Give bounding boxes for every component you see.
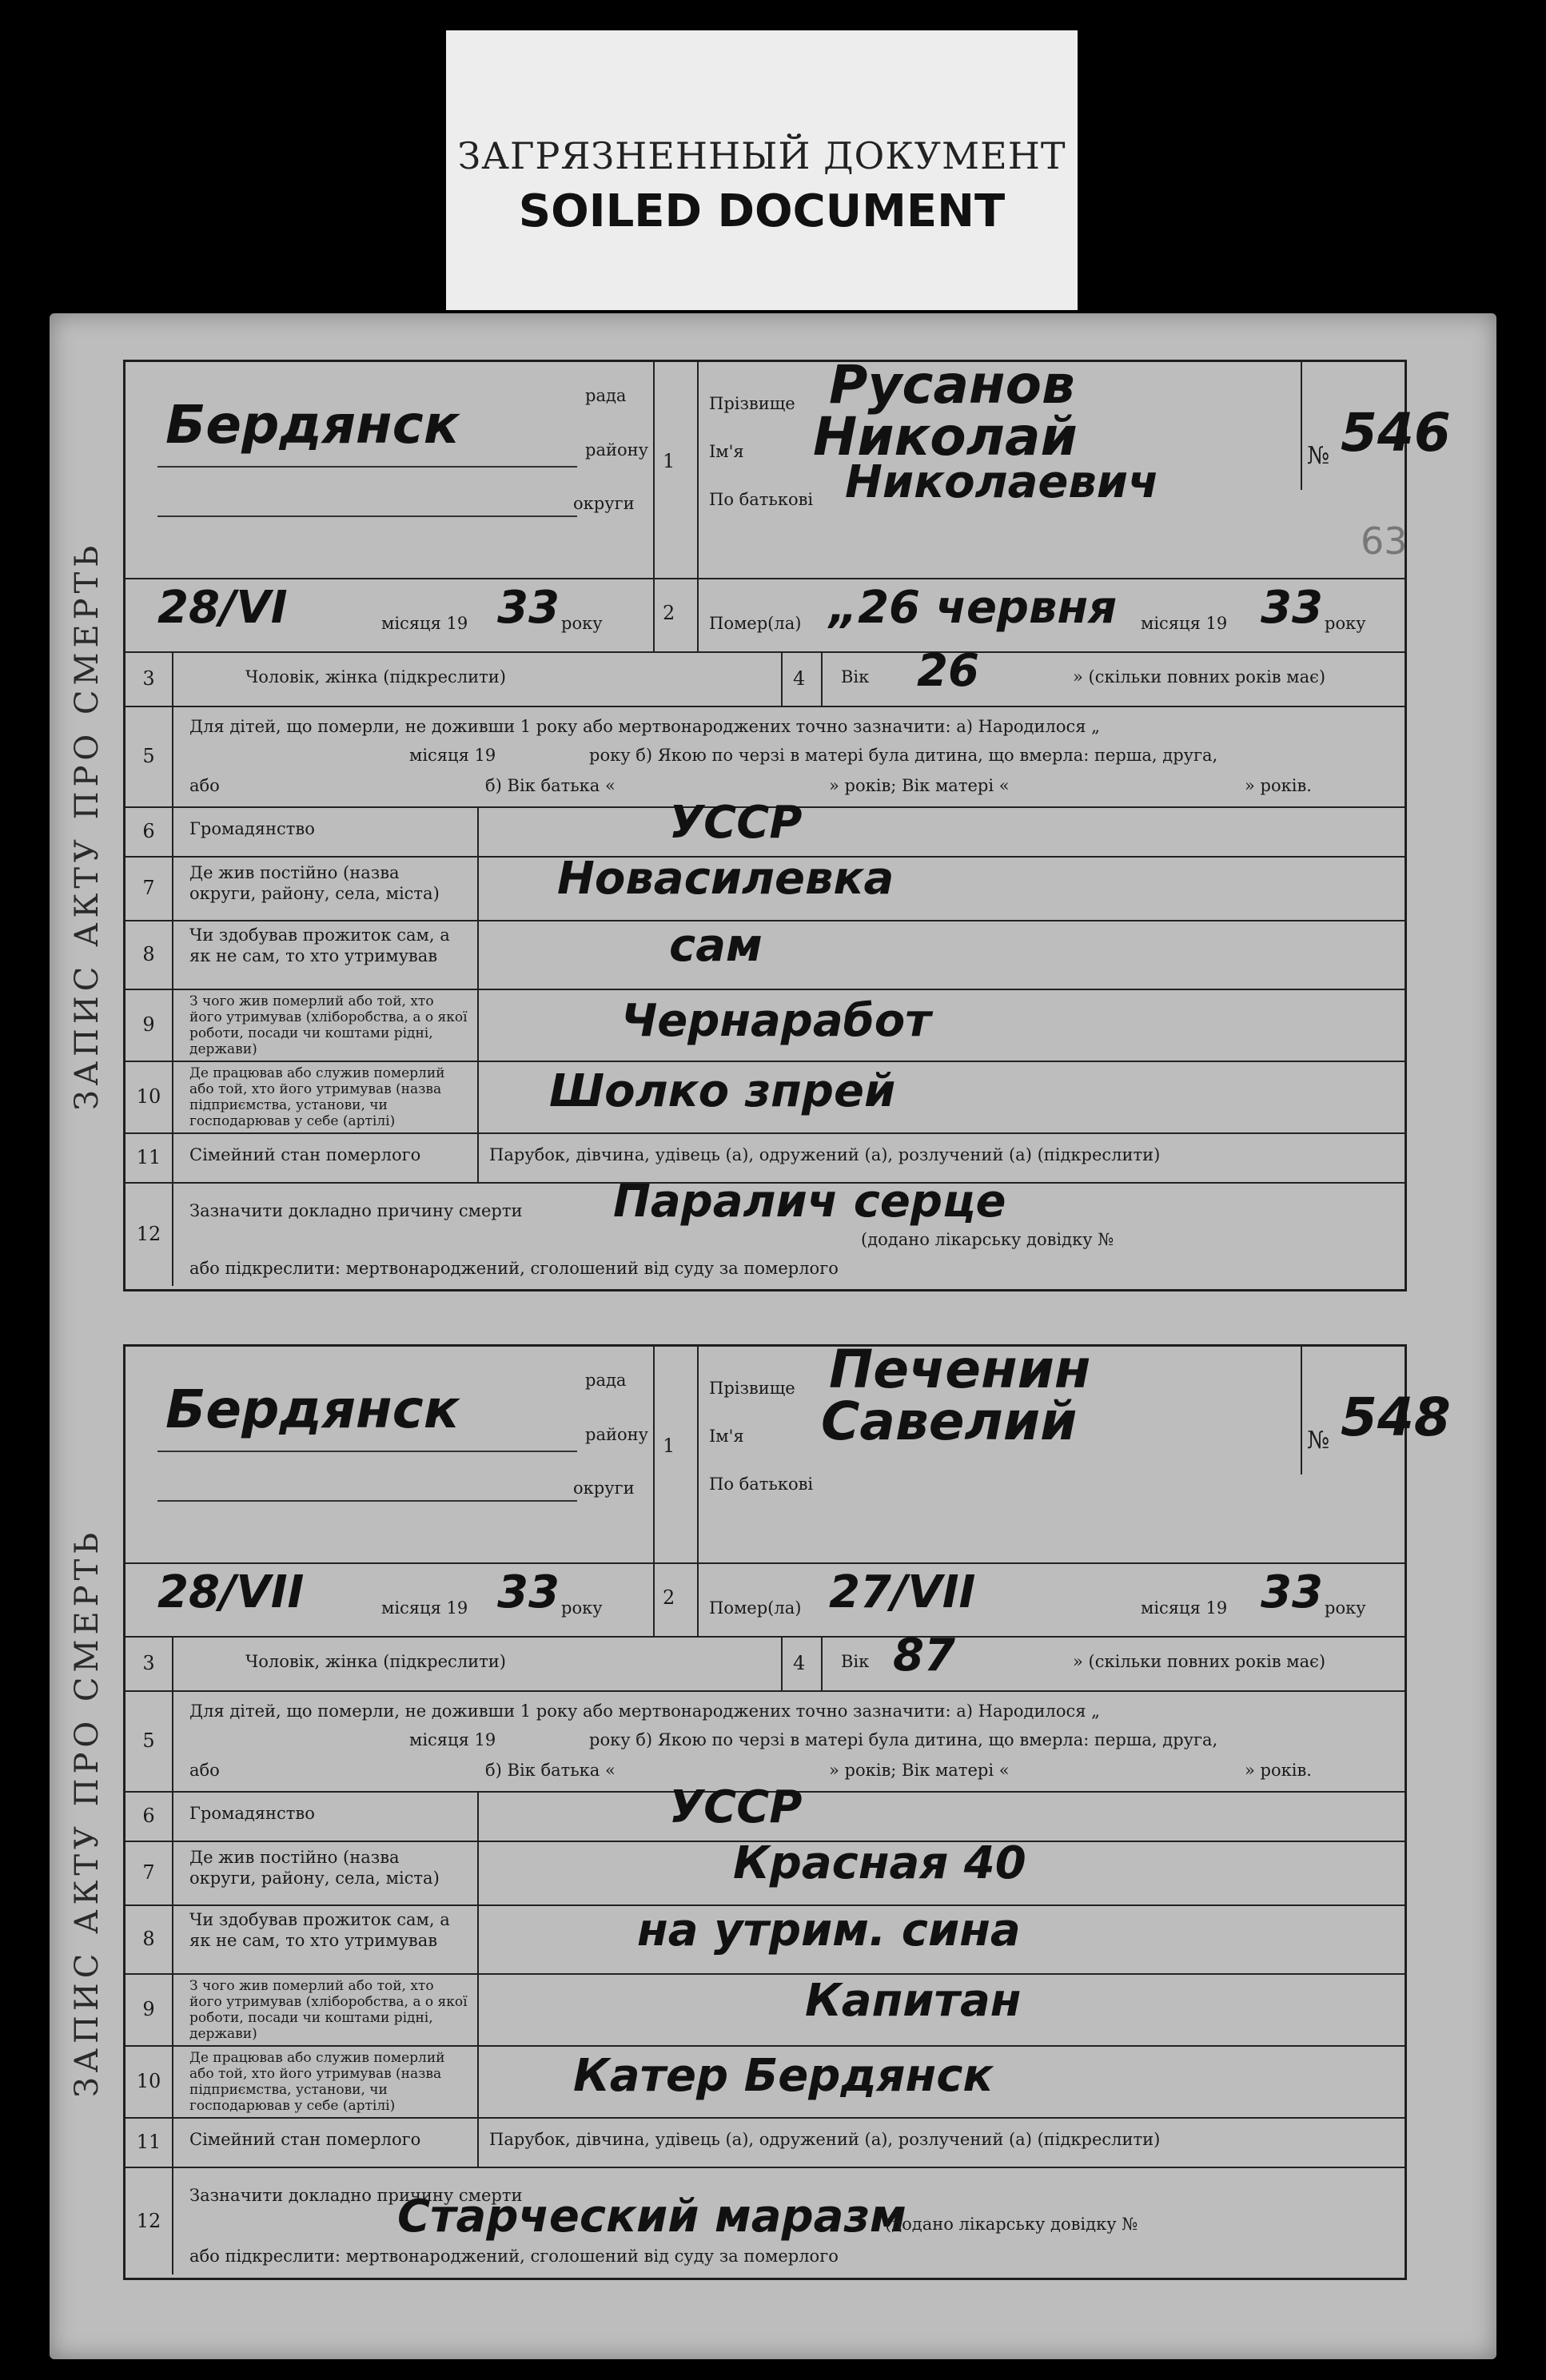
age-label: Вік [841,667,870,687]
surname-value: Печенин [829,1339,1091,1400]
residence-value: Красная 40 [733,1837,1026,1889]
registration-day: 28/VI [157,582,288,634]
rayonu-label: району [585,440,648,460]
stamp-english-text: SOILED DOCUMENT [518,185,1006,237]
record-number-value: 546 [1341,402,1451,464]
surname-value: Русанов [829,354,1075,416]
rada-value: Бердянск [165,394,460,456]
patronymic-label: По батькові [709,490,814,509]
death-year-value: 33 [1261,582,1323,634]
family-row: 11 Сімейний стан померлого Парубок, дівчина, удівець (а), одружений (а), розлучений (а) (підкреслити) [126,1132,1405,1184]
income-value: Капитан [805,1975,1022,2027]
rada-label: рада [585,386,627,405]
death-date-value: „26 червня [829,582,1118,634]
cause-row: 12 Зазначити докладно причину смерти Паралич серце (додано лікарську довідку № або підкреслити: мертвонароджений, сголошений від суду за померлого [126,1182,1405,1286]
document-sheet [50,313,1496,2359]
soiled-document-label [446,30,1078,310]
age-value: 26 [917,645,979,697]
side-title: ЗАПИС АКТУ ПРО СМЕРТЬ [69,540,106,1111]
citizenship-value: УССР [669,797,803,849]
residence-row: 7 Де жив постійно (назва округи, району, села, міста) Новасилевка [126,856,1405,921]
workplace-value: Катер Бердянск [573,2050,994,2102]
registration-year: 33 [497,582,560,634]
margin-note: 63 [1361,519,1408,563]
month-label: місяця 19 [381,614,468,633]
surname-label: Прізвище [709,394,795,413]
death-date-label: Помер(ла) [709,614,802,633]
death-record-form-1 [69,354,1451,1291]
support-value: сам [669,920,763,972]
age-value: 87 [893,1630,955,1682]
support-row-2: 8 Чи здобував прожиток сам, а як не сам, то хто утримував на утрим. сина [126,1904,1405,1975]
record-number-value: 548 [1341,1387,1451,1448]
side-title-2: ЗАПИС АКТУ ПРО СМЕРТЬ [69,1527,106,2097]
okrugy-label: округи [573,494,635,513]
death-date-value: 27/VII [829,1566,976,1618]
family-row-2: 11 Сімейний стан померлого Парубок, дівчина, удівець (а), одружений (а), розлучений (а) (підкреслити) [126,2117,1405,2168]
income-row-2: 9 З чого жив померлий або той, хто його утримував (хліборобства, а о якої роботи, посади чи коштами рідні, держави) Капитан [126,1973,1405,2047]
registration-day: 28/VII [157,1566,305,1618]
age-suffix: » (скільки повних років має) [1073,667,1326,687]
sex-label: Чоловік, жінка (підкреслити) [245,667,506,687]
citizenship-row-2: 6 Громадянство УССР [126,1791,1405,1842]
death-record-form-2 [69,1339,1451,2280]
record-number-label: № [1307,442,1330,470]
cause-row-2: 12 Зазначити докладно причину смерти Старческий маразм (додано лікарську довідку № або підкреслити: мертвонароджений, сголошений від суду за померлого [126,2167,1405,2275]
date-row-2: 28/VII місяця 19 33 року 2 Помер(ла) 27/VII місяця 19 33 року [126,1562,1405,1638]
residence-value: Новасилевка [557,853,895,905]
name-value: Николай [813,406,1078,468]
patronymic-value: Николаевич [845,456,1159,508]
workplace-row-2: 10 Де працював або служив померлий або той, хто його утримував (назва підприємства, установи, чи господарював у себе (артілі) Катер Бердянск [126,2045,1405,2119]
sex-age-row: 3 Чоловік, жінка (підкреслити) 4 Вік 26 » (скільки повних років має) [126,651,1405,707]
death-year-label: року [1325,614,1366,633]
name-value: Савелий [821,1391,1078,1452]
date-row: 28/VI місяця 19 33 року 2 Помер(ла) „26 червня місяця 19 33 року [126,578,1405,653]
income-value: Чернаработ [621,995,931,1047]
year-label: року [561,614,603,633]
cause-value: Паралич серце [613,1176,1006,1228]
header-row-2: Бердянск рада району округи 1 Прізвище Печенин Ім'я Савелий По батькові № 548 [126,1347,1405,1564]
registration-year: 33 [497,1566,560,1618]
stamp-russian-text: ЗАГРЯЗНЕННЫЙ ДОКУМЕНТ [457,134,1066,177]
workplace-row: 10 Де працював або служив померлий або той, хто його утримував (назва підприємства, установи, чи господарював у себе (артілі) Шолко зпрей [126,1061,1405,1134]
income-row: 9 З чого жив померлий або той, хто його утримував (хліборобства, а о якої роботи, посади чи коштами рідні, держави) Чернаработ [126,989,1405,1062]
support-row: 8 Чи здобував прожиток сам, а як не сам, то хто утримував сам [126,920,1405,990]
death-year-value: 33 [1261,1566,1323,1618]
rada-value: Бердянск [165,1379,460,1440]
sex-age-row-2: 3 Чоловік, жінка (підкреслити) 4 Вік 87 » (скільки повних років має) [126,1636,1405,1692]
children-row-2: 5 Для дітей, що померли, не доживши 1 року або мертвонароджених точно зазначити: а) Народилося „ місяця 19 року б) Якою по черзі в матері була дитина, що вмерла: перша, друга, або б) Вік батька « » років; Вік матері « » років. [126,1690,1405,1793]
residence-row-2: 7 Де жив постійно (назва округи, району, села, міста) Красная 40 [126,1841,1405,1906]
citizenship-row: 6 Громадянство УССР [126,806,1405,858]
name-label: Ім'я [709,442,744,461]
header-row: Бердянск рада району округи 1 Прізвище Русанов Ім'я Николай По батькові Николаевич № 546 [126,362,1405,579]
cause-value: Старческий маразм [397,2191,906,2243]
citizenship-value: УССР [669,1781,803,1833]
support-value: на утрим. сина [637,1904,1021,1956]
death-month-label: місяця 19 [1141,614,1228,633]
workplace-value: Шолко зпрей [549,1065,896,1117]
children-row: 5 Для дітей, що померли, не доживши 1 року або мертвонароджених точно зазначити: а) Народилося „ місяця 19 року б) Якою по черзі в матері була дитина, що вмерла: перша, друга, або б) Вік батька « » років; Вік матері « » років. [126,706,1405,808]
